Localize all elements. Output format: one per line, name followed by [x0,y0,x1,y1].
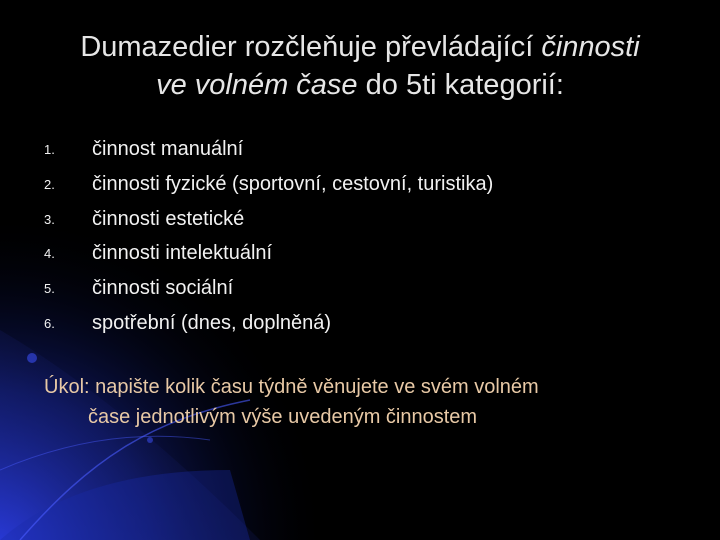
activity-list [44,132,684,341]
list-item [44,132,684,167]
list-item [44,202,684,237]
list-item-number: 5. [44,281,55,297]
list-item-number: 6. [44,315,55,331]
list-item-text: spotřební (dnes, doplněná) [92,311,332,334]
title-text-part1: Dumazedier rozčleňuje převládající [80,31,534,63]
list-item [44,306,684,341]
title-emphasis-2: ve volném čase [156,69,358,101]
list-item-number: 2. [44,176,55,192]
list-item [44,271,684,306]
list-item-text: činnost manuální [92,138,244,160]
title-text-part2: do 5ti kategorií: [365,69,564,101]
task-line-1: Úkol: napište kolik času týdně věnujete ve svém volném [44,376,539,398]
list-item-text: činnosti estetické [92,207,245,230]
list-item-text: činnosti sociální [92,277,234,300]
task-paragraph [44,372,674,432]
list-item [44,236,684,271]
list-item-text: činnosti intelektuální [92,242,273,265]
list-item [44,167,684,202]
list-item-text: činnosti fyzické (sportovní, cestovní, turistika) [92,172,494,195]
title-emphasis-1: činnosti [541,31,640,63]
task-line-2: čase jednotlivým výše uvedeným činnostem [88,406,478,428]
list-item-number: 1. [44,142,55,157]
slide-title [20,28,700,104]
list-item-number: 3. [44,211,55,227]
list-item-number: 4. [44,246,55,262]
